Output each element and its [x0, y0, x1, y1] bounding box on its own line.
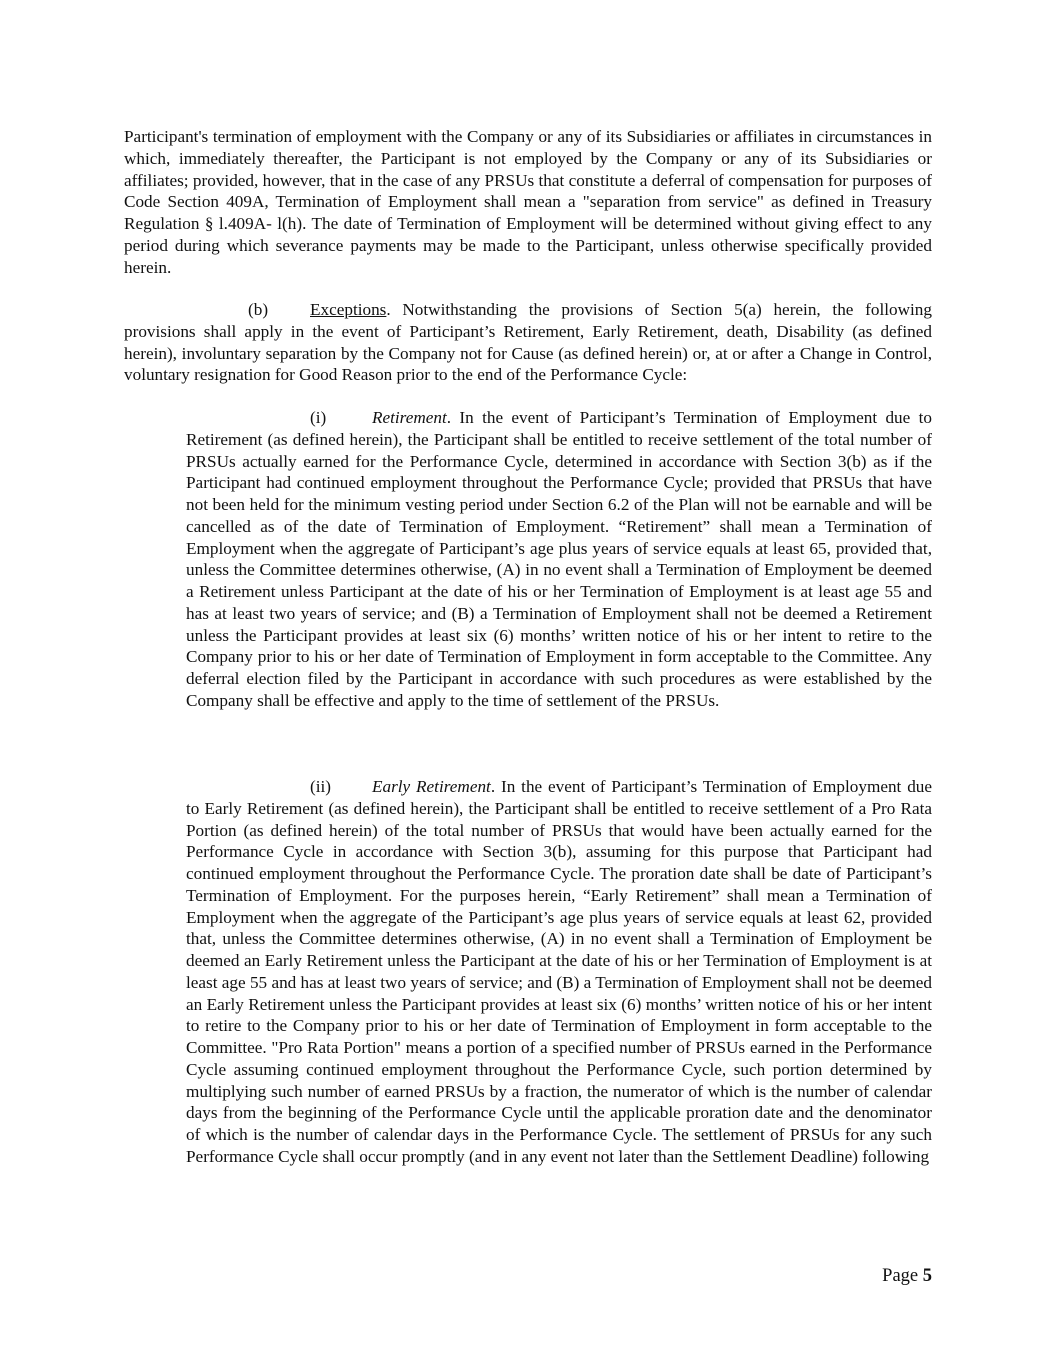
section-b-marker: (b) [248, 300, 269, 319]
section-ii-marker: (ii) [310, 777, 331, 796]
section-b-text: . Notwithstanding the provisions of Section 5(a) herein, the following provisions shall apply in the event of Participant’s Retirement, Early Retirement, death, Disability (as defined herein), involuntary separation by the Company not for Cause (as defined herein) or, at or after a Change in Control, voluntary resignation for Good Reason prior to the end of the Performance Cycle: [124, 300, 932, 385]
section-b-heading: Exceptions [310, 300, 387, 319]
page-number: 5 [922, 1266, 932, 1286]
page-footer [882, 1265, 932, 1287]
section-i-marker: (i) [310, 408, 327, 427]
section-ii-heading: Early Retirement [372, 777, 491, 796]
section-i-text: . In the event of Participant’s Termination of Employment due to Retirement (as defined herein), the Participant shall be entitled to receive settlement of the total number of PRSUs actually earned for the Performance Cycle, determined in accordance with Section 3(b) as if the Participant had continued employment throughout the Performance Cycle; provided that PRSUs that have not been held for the minimum vesting period under Section 6.2 of the Plan will not be earnable and will be cancelled as of the date of Termination of Employment. “Retirement” shall mean a Termination of Employment when the aggregate of Participant’s age plus years of service equals at least 65, provided that, unless the Committee determines otherwise, (A) in no event shall a Termination of Employment be deemed a Retirement unless Participant at the date of his or her Termination of Employment is at least age 55 and has at least two years of service; and (B) a Termination of Employment shall not be deemed a Retirement unless the Participant provides at least six (6) months’ written notice of his or her intent to retire to the Company prior to his or her date of Termination of Employment in form acceptable to the Committee. Any deferral election filed by the Participant in accordance with such procedures as were established by the Company shall be effective and apply to the time of settlement of the PRSUs. [186, 408, 932, 710]
section-b-exceptions [124, 299, 932, 386]
section-ii-early-retirement [186, 776, 932, 1168]
paragraph-termination-definition: Participant's termination of employment with the Company or any of its Subsidiaries or affiliates in circumstances in which, immediately thereafter, the Participant is not employed by the Company or any of its Subsidiaries or affiliates; provided, however, that in the case of any PRSUs that constitute a deferral of compensation for purposes of Code Section 409A, Termination of Employment shall mean a "separation from service" as defined in Treasury Regulation § l.409A- l(h). The date of Termination of Employment will be determined without giving effect to any period during which severance payments may be made to the Participant, unless otherwise specifically provided herein. [124, 127, 932, 277]
page-label: Page [882, 1266, 919, 1286]
section-i-retirement [186, 407, 932, 712]
section-ii-text: . In the event of Participant’s Termination of Employment due to Early Retirement (as defined herein), the Participant shall be entitled to receive settlement of a Pro Rata Portion (as defined herein) of the total number of PRSUs that would have been actually earned for the Performance Cycle in accordance with Section 3(b), assuming for this purpose that Participant had continued employment throughout the Performance Cycle. The proration date shall be date of Participant’s Termination of Employment. For the purposes herein, “Early Retirement” shall mean a Termination of Employment when the aggregate of the Participant’s age plus years of service equals at least 62, provided that, unless the Committee determines otherwise, (A) in no event shall a Termination of Employment be deemed an Early Retirement unless the Participant at the date of his or her Termination of Employment is at least age 55 and has at least two years of service; and (B) a Termination of Employment shall not be deemed an Early Retirement unless the Participant provides at least six (6) months’ written notice of his or her intent to retire to the Company prior to his or her date of Termination of Employment in form acceptable to the Committee. "Pro Rata Portion" means a portion of a specified number of PRSUs earned in the Performance Cycle assuming continued employment throughout the Performance Cycle, such portion determined by multiplying such number of earned PRSUs by a fraction, the numerator of which is the number of calendar days from the beginning of the Performance Cycle until the applicable proration date and the denominator of which is the number of calendar days in the Performance Cycle. The settlement of PRSUs for any such Performance Cycle shall occur promptly (and in any event not later than the Settlement Deadline) following [186, 777, 933, 1166]
section-i-heading: Retirement [372, 408, 447, 427]
